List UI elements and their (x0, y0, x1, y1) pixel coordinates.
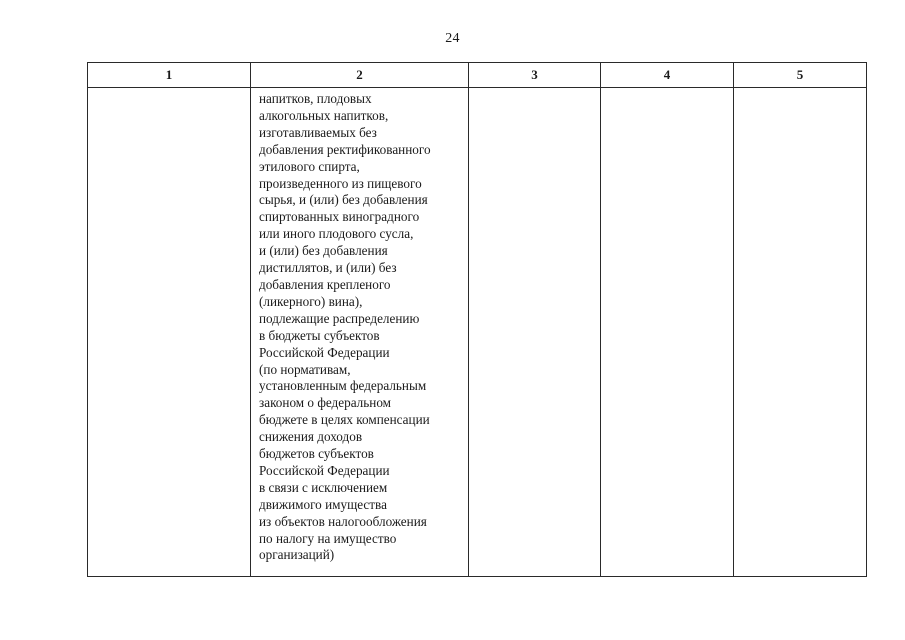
description-line: и (или) без добавления (259, 243, 388, 259)
description-line: законом о федеральном (259, 395, 392, 411)
budget-table (87, 62, 867, 577)
description-line: из объектов налогообложения (259, 513, 427, 529)
description-line: Российской Федерации (259, 462, 390, 478)
description-line: Российской Федерации (259, 344, 390, 360)
description-line: произведенного из пищевого (259, 175, 422, 191)
description-line: движимого имущества (259, 496, 387, 512)
description-line: (по нормативам, (259, 361, 351, 377)
column-header-2: 2 (251, 63, 469, 88)
description-line: бюджетов субъектов (259, 446, 374, 462)
table-cell-col1 (88, 88, 251, 577)
table-cell-col5 (734, 88, 867, 577)
description-line: напитков, плодовых (259, 91, 372, 106)
table-cell-col4 (601, 88, 734, 577)
table-header-row (88, 63, 867, 88)
description-line: алкогольных напитков, (259, 107, 389, 123)
column-header-5: 5 (734, 63, 867, 88)
column-header-1: 1 (88, 63, 251, 88)
description-line: добавления крепленого (259, 276, 391, 292)
description-line: добавления ректификованного (259, 141, 431, 157)
table-row (88, 88, 867, 577)
description-line: или иного плодового сусла, (259, 226, 414, 242)
page-number: 24 (445, 31, 460, 46)
description-line: по налогу на имущество (259, 530, 397, 546)
description-line: организаций) (259, 547, 335, 563)
description-line: сырья, и (или) без добавления (259, 192, 428, 208)
description-line: установленным федеральным (259, 378, 427, 394)
description-line: (ликерного) вина), (259, 293, 363, 309)
description-line: бюджете в целях компенсации (259, 412, 430, 428)
description-line: дистиллятов, и (или) без (259, 260, 397, 276)
description-line: спиртованных виноградного (259, 209, 420, 225)
column-header-3: 3 (469, 63, 601, 88)
table-cell-col3 (469, 88, 601, 577)
description-line: в бюджеты субъектов (259, 327, 380, 343)
column-header-4: 4 (601, 63, 734, 88)
description-line: в связи с исключением (259, 479, 388, 495)
description-line: подлежащие распределению (259, 310, 420, 326)
description-line: изготавливаемых без (259, 124, 377, 140)
description-line: этилового спирта, (259, 158, 360, 174)
table-cell-col2-description (251, 88, 469, 577)
description-line: снижения доходов (259, 429, 363, 445)
